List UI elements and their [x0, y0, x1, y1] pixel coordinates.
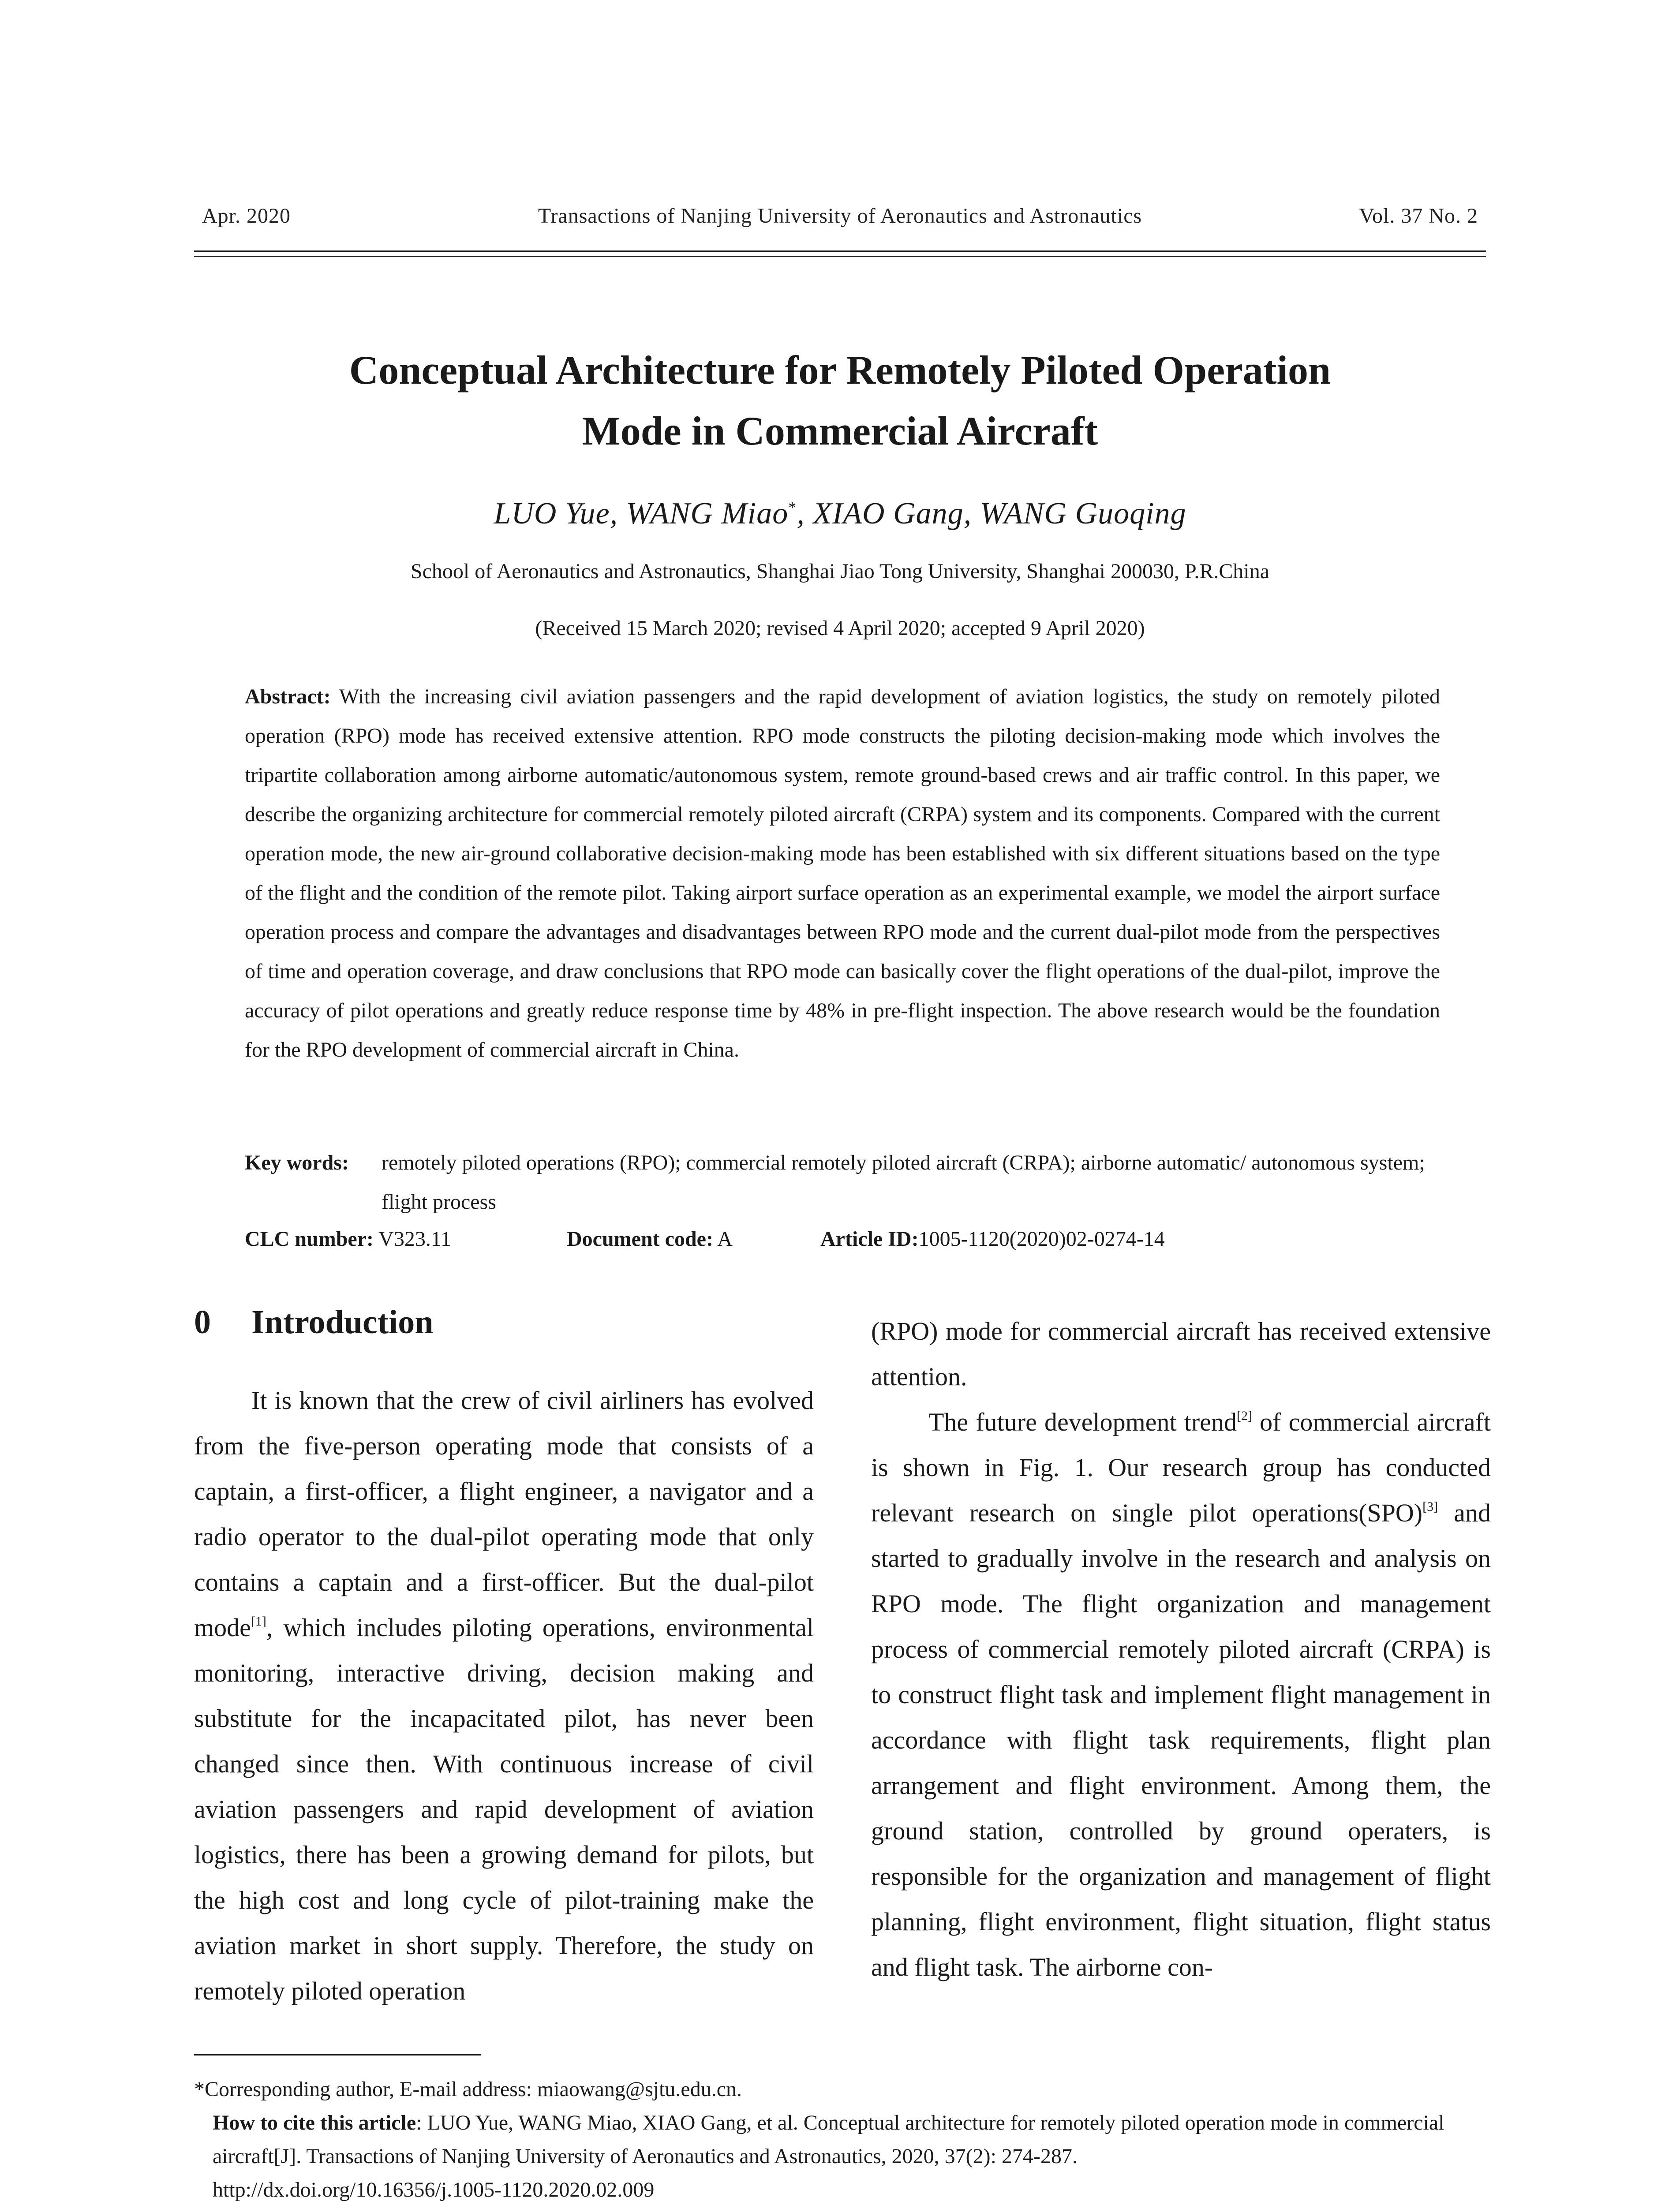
article-id-label: Article ID: [820, 1227, 919, 1251]
abstract-label: Abstract: [245, 685, 331, 708]
paragraph-text: It is known that the crew of civil airliners has evolved from the five-person operating mode that consists of a captain, a first-officer, a flight engineer, a navigator and a radio operator to the dual-pilot operating mode that only contains a captain and a first-officer. But the dual-pilot mode [194, 1386, 814, 1642]
document-code-label: Document code: [567, 1227, 713, 1251]
citation-label: How to cite this article [213, 2111, 416, 2134]
abstract [245, 677, 1440, 1069]
corresponding-mark: * [788, 498, 797, 516]
document-code [567, 1222, 733, 1257]
author-separator: , [797, 497, 813, 531]
author-separator: , [963, 497, 980, 531]
clc-label: CLC number: [245, 1227, 374, 1251]
keywords-label: Key words: [245, 1151, 349, 1174]
title-line-2: Mode in Commercial Aircraft [582, 408, 1098, 453]
journal-name: Transactions of Nanjing University of Aeronautics and Astronautics [538, 204, 1142, 228]
keywords [245, 1143, 1440, 1222]
paragraph-text: , which includes piloting operations, environmental monitoring, interactive driving, decision making and substitute for the incapacitated pilot, has never been changed since then. With continuous increase of civil aviation passengers and rapid development of aviation logistics, there has been a growing demand for pilots, but the high cost and long cycle of pilot-training make the aviation market in short supply. Therefore, the study on remotely piloted operation [194, 1613, 814, 2005]
author-list [194, 496, 1486, 531]
paper-title [194, 340, 1486, 461]
corresponding-author: *Corresponding author, E-mail address: miaowang@sjtu.edu.cn. [194, 2078, 742, 2101]
title-line-1: Conceptual Architecture for Remotely Piloted Operation [349, 348, 1331, 392]
clc-number [245, 1222, 451, 1257]
author-4: WANG Guoqing [980, 497, 1186, 531]
paragraph-text: The future development trend [928, 1408, 1237, 1436]
paragraph-text: of commercial aircraft is shown in Fig. 1. Our research group has conducted relevant research on single pilot operations(SPO) [871, 1408, 1491, 1527]
section-title: Introduction [251, 1304, 434, 1341]
volume-number: Vol. 37 No. 2 [1359, 204, 1478, 228]
author-separator: , [610, 497, 626, 531]
citation-ref: [1] [251, 1614, 266, 1629]
header-rule-bottom [194, 256, 1486, 257]
clc-value: V323.11 [374, 1227, 452, 1251]
body-column-right [871, 1308, 1491, 1990]
abstract-text: With the increasing civil aviation passengers and the rapid development of aviation logistics, the study on remotely piloted operation (RPO) mode has received extensive attention. RPO mode constructs the piloting decision-making mode which involves the tripartite collaboration among airborne automatic/autonomous system, remote ground-based crews and air traffic control. In this paper, we describe the organizing architecture for commercial remotely piloted aircraft (CRPA) system and its components. Compared with the current operation mode, the new air-ground collaborative decision-making mode has been established with six different situations based on the type of the flight and the condition of the remote pilot. Taking airport surface operation as an experimental example, we model the airport surface operation process and compare the advantages and disadvantages between RPO mode and the current dual-pilot mode from the perspectives of time and operation coverage, and draw conclusions that RPO mode can basically cover the flight operations of the dual-pilot, improve the accuracy of pilot operations and greatly reduce response time by 48% in pre-flight inspection. The above research would be the foundation for the RPO development of commercial aircraft in China. [245, 685, 1441, 1061]
paragraph: (RPO) mode for commercial aircraft has received extensive attention. [871, 1317, 1491, 1391]
keywords-text: remotely piloted operations (RPO); commercial remotely piloted aircraft (CRPA); airborne automatic/ autonomous system; flight process [382, 1151, 1425, 1214]
article-id [820, 1222, 1165, 1257]
citation-text: : LUO Yue, WANG Miao, XIAO Gang, et al. Conceptual architecture for remotely piloted operation mode in commercial aircraft[J]. Transactions of Nanjing University of Aeronautics and Astronautics, 2020, 37(2): 274-287. [213, 2111, 1444, 2168]
citation-ref: [3] [1422, 1499, 1438, 1514]
citation-note [194, 2106, 1495, 2173]
section-number: 0 [194, 1304, 211, 1341]
paragraph-text: and started to gradually involve in the research and analysis on RPO mode. The flight organization and management process of commercial remotely piloted aircraft (CRPA) is to construct flight task and implement flight management in accordance with flight task requirements, flight plan arrangement and flight environment. Among them, the ground station, controlled by ground operaters, is responsible for the organization and management of flight planning, flight environment, flight situation, flight status and flight task. The airborne con- [871, 1499, 1491, 1981]
footnote-rule [194, 2054, 481, 2056]
author-3: XIAO Gang [813, 497, 964, 531]
issue-date: Apr. 2020 [202, 204, 291, 228]
paragraph [194, 1378, 814, 2014]
article-id-value: 1005-1120(2020)02-0274-14 [918, 1227, 1165, 1251]
citation-ref: [2] [1236, 1409, 1252, 1423]
section-heading [194, 1303, 433, 1342]
affiliation: School of Aeronautics and Astronautics, Shanghai Jiao Tong University, Shanghai 200030, P.R.China [410, 560, 1270, 583]
document-code-value: A [713, 1227, 733, 1251]
author-1: LUO Yue [494, 497, 610, 531]
header-rule-top [194, 250, 1486, 252]
body-column-left [194, 1378, 814, 2014]
author-2: WANG Miao [626, 497, 789, 531]
footnote [194, 2073, 1495, 2205]
received-dates: (Received 15 March 2020; revised 4 April 2020; accepted 9 April 2020) [535, 617, 1145, 640]
paragraph [871, 1399, 1491, 1990]
doi-link[interactable]: http://dx.doi.org/10.16356/j.1005-1120.2020.02.009 [213, 2178, 655, 2201]
